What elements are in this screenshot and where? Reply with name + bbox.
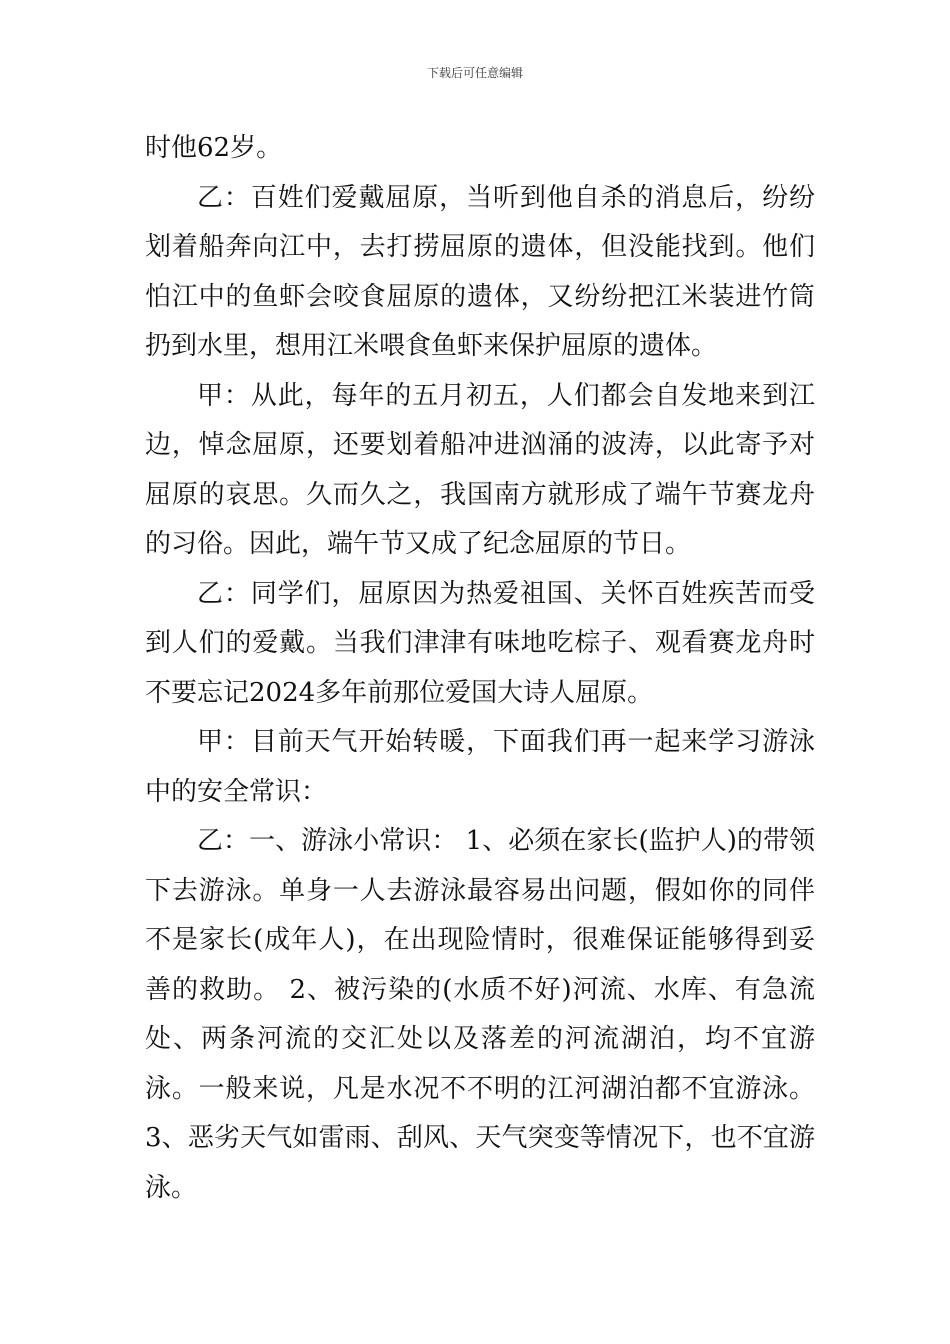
document-body — [145, 124, 815, 1213]
paragraph-yi-swimming-tips: 乙：一、游泳小常识： 1、必须在家长(监护人)的带领下去游泳。单身一人去游泳最容易出问题，假如你的同伴不是家长(成年人)，在出现险情时，很难保证能够得到妥善的救助。 2、被污染的(水质不好)河流、水库、有急流处、两条河流的交汇处以及落差的河流湖泊，均不宜游泳。一般来说，凡是水况不不明的江河湖泊都不宜游泳。3、恶劣天气如雷雨、刮风、天气突变等情况下，也不宜游泳。 — [145, 826, 815, 1203]
paragraph-continuation: 时他62岁。 — [145, 133, 283, 163]
paragraph-jia-dragon-boat: 甲：从此，每年的五月初五，人们都会自发地来到江边，悼念屈原，还要划着船冲进汹涌的波涛，以此寄予对屈原的哀思。久而久之，我国南方就形成了端午节赛龙舟的习俗。因此，端午节又成了纪念屈原的节日。 — [145, 380, 815, 559]
paragraph-yi-mourning: 乙：百姓们爱戴屈原，当听到他自杀的消息后，纷纷划着船奔向江中，去打捞屈原的遗体，但没能找到。他们怕江中的鱼虾会咬食屈原的遗体，又纷纷把江米装进竹筒扔到水里，想用江米喂食鱼虾来保护屈原的遗体。 — [145, 182, 815, 361]
paragraph-yi-remember: 乙：同学们，屈原因为热爱祖国、关怀百姓疾苦而受到人们的爱戴。当我们津津有味地吃棕子、观看赛龙舟时不要忘记2024多年前那位爱国大诗人屈原。 — [145, 578, 815, 708]
paragraph-jia-swimming-intro: 甲：目前天气开始转暖，下面我们再一起来学习游泳中的安全常识： — [145, 727, 815, 807]
page-header-note: 下载后可任意编辑 — [426, 66, 523, 80]
